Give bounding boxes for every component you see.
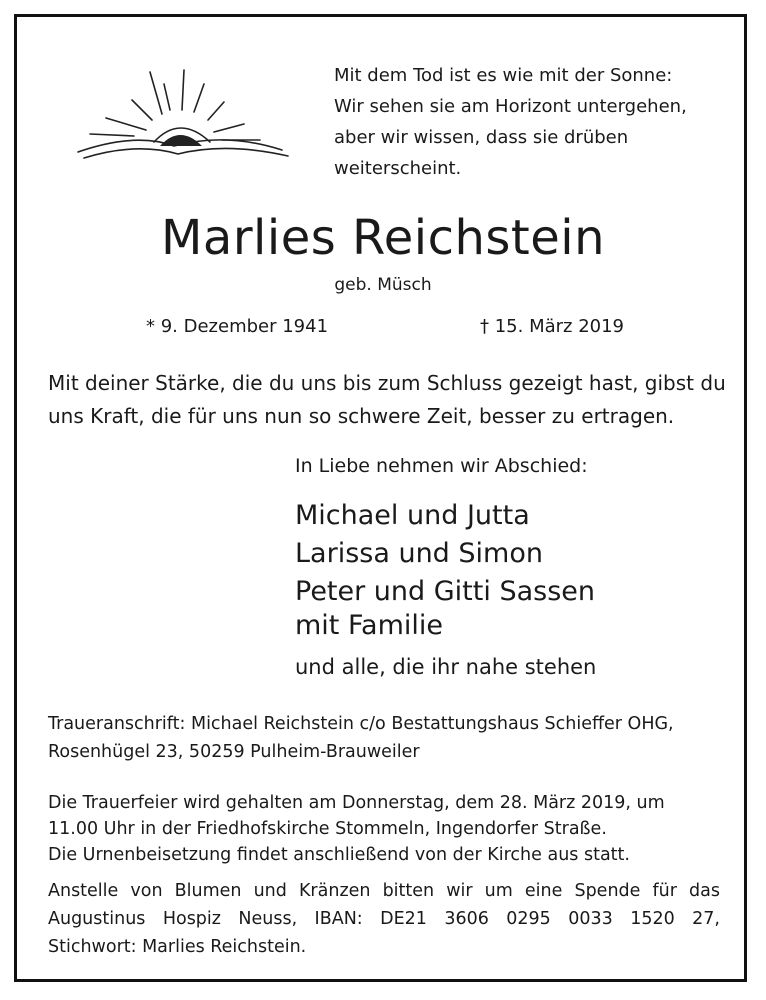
farewell-intro: In Liebe nehmen wir Abschied: (295, 455, 588, 477)
motto-quote (334, 60, 687, 184)
dedication-line: uns Kraft, die für uns nun so schwere Zeit, besser zu ertragen. (48, 404, 675, 428)
donation-line: Anstelle von Blumen und Kränzen bitten wir um eine Spende für das (48, 881, 720, 901)
donation-line: Stichwort: Marlies Reichstein. (48, 937, 307, 957)
service-line: Die Trauerfeier wird gehalten am Donnerstag, dem 28. März 2019, um (48, 793, 665, 813)
motto-line: aber wir wissen, dass sie drüben (334, 127, 629, 148)
motto-line: Mit dem Tod ist es wie mit der Sonne: (334, 65, 673, 86)
mourner-name: Peter und Gitti Sassen (295, 576, 595, 607)
service-line: Die Urnenbeisetzung findet anschließend von der Kirche aus statt. (48, 845, 630, 865)
mourner-list (295, 497, 595, 645)
mourner-name: Michael und Jutta (295, 500, 530, 531)
service-line: 11.00 Uhr in der Friedhofskirche Stommeln, Ingendorfer Straße. (48, 819, 607, 839)
setting-sun-icon (76, 62, 294, 170)
mourning-address (48, 710, 674, 766)
death-date: † 15. März 2019 (480, 316, 625, 337)
birth-name: geb. Müsch (334, 275, 432, 295)
address-line: Rosenhügel 23, 50259 Pulheim-Brauweiler (48, 742, 420, 762)
mourner-name: Larissa und Simon (295, 538, 543, 569)
donation-request (48, 877, 720, 961)
birth-date: * 9. Dezember 1941 (146, 316, 329, 337)
funeral-service-info (48, 790, 665, 868)
address-line: Traueranschrift: Michael Reichstein c/o Bestattungshaus Schieffer OHG, (48, 714, 674, 734)
deceased-name: Marlies Reichstein (160, 210, 606, 266)
dedication-line: Mit deiner Stärke, die du uns bis zum Schluss gezeigt hast, gibst du (48, 371, 726, 395)
motto-line: weiterscheint. (334, 158, 462, 179)
mourners-others: und alle, die ihr nahe stehen (295, 655, 597, 679)
motto-line: Wir sehen sie am Horizont untergehen, (334, 96, 687, 117)
donation-line: Augustinus Hospiz Neuss, IBAN: DE21 3606 0295 0033 1520 27, (48, 909, 720, 929)
dedication-text (48, 367, 728, 433)
mourner-name: mit Familie (295, 610, 443, 641)
